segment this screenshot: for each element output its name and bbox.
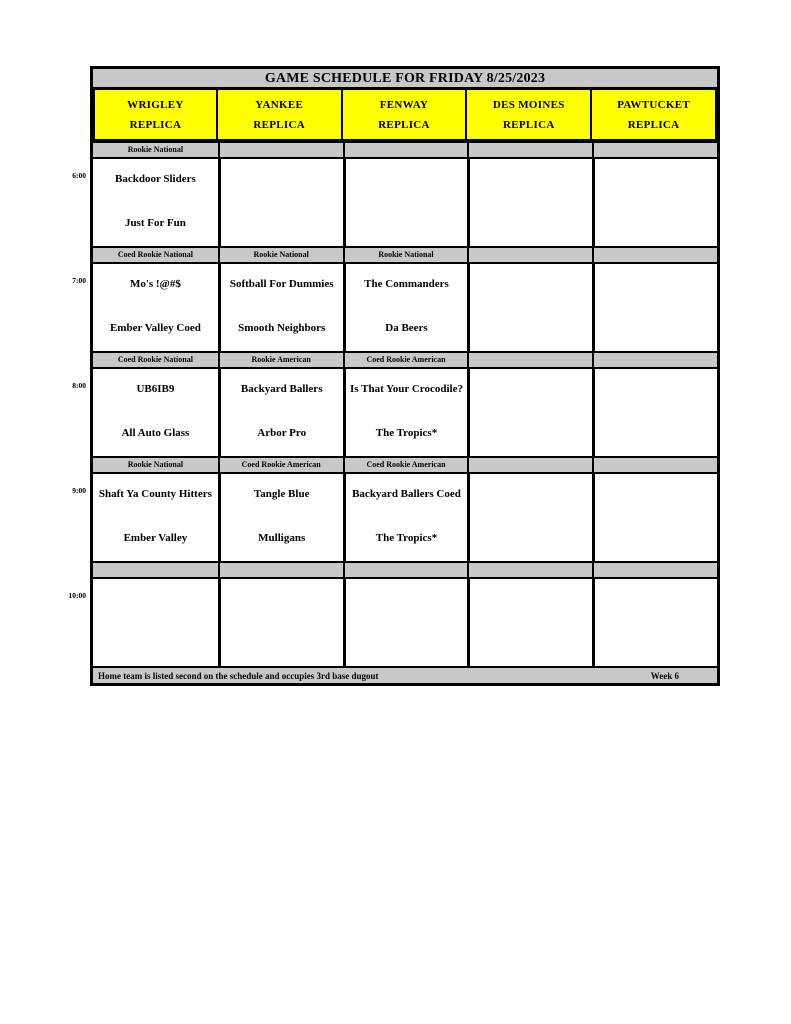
game-cell: [467, 264, 592, 351]
league-label: [343, 143, 468, 157]
game-cell: [218, 369, 343, 456]
away-team: Tangle Blue: [253, 488, 310, 500]
home-team: Ember Valley: [123, 532, 188, 544]
home-team: Just For Fun: [124, 217, 186, 229]
game-cell: [592, 474, 717, 561]
game-cell: [467, 579, 592, 666]
league-band-row: [93, 456, 717, 474]
time-label: 8:00: [72, 381, 86, 390]
away-team: Backyard Ballers: [240, 383, 323, 395]
venue-type: REPLICA: [378, 118, 430, 131]
venue-header-pawtucket: [592, 89, 717, 141]
away-team: Backyard Ballers Coed: [352, 488, 461, 500]
league-label: [592, 458, 717, 472]
game-cell: [343, 369, 468, 456]
league-label: Rookie National: [218, 248, 343, 262]
home-team: All Auto Glass: [121, 427, 190, 439]
footer-row: [93, 666, 717, 683]
away-team: Softball For Dummies: [229, 278, 334, 290]
league-label: Coed Rookie American: [343, 353, 468, 367]
league-band-row: [93, 561, 717, 579]
league-band-row: [93, 351, 717, 369]
league-label: [218, 563, 343, 577]
home-team: Ember Valley Coed: [109, 322, 201, 334]
away-team: Is That Your Crocodile?: [350, 383, 463, 395]
league-label: [467, 143, 592, 157]
game-schedule-table: [68, 66, 720, 686]
game-row: [72, 264, 717, 351]
week-label: Week 6: [650, 670, 679, 681]
venue-type: REPLICA: [253, 118, 305, 131]
league-label: [93, 563, 218, 577]
game-row: [68, 579, 717, 666]
home-team: Smooth Neighbors: [238, 322, 326, 334]
league-label: [467, 563, 592, 577]
league-label: Coed Rookie National: [117, 250, 193, 259]
away-team: Backdoor Sliders: [115, 173, 196, 185]
game-cell: [592, 579, 717, 666]
home-team: Da Beers: [385, 322, 428, 334]
home-team: Mulligans: [258, 532, 306, 544]
game-cell: [343, 579, 468, 666]
venue-header-wrigley: [93, 89, 218, 141]
league-label: [467, 458, 592, 472]
game-cell: [467, 369, 592, 456]
league-label: Coed Rookie National: [117, 355, 193, 364]
league-label: Coed Rookie American: [218, 458, 343, 472]
venue-type: REPLICA: [627, 118, 680, 131]
league-label: Coed Rookie American: [343, 458, 468, 472]
game-cell: [218, 579, 343, 666]
away-team: Shaft Ya County Hitters: [98, 488, 212, 500]
league-band-row: [93, 246, 717, 264]
game-cell: [93, 264, 218, 351]
game-cell: [592, 369, 717, 456]
game-cell: [343, 159, 468, 246]
game-cell: [343, 474, 468, 561]
league-label: [592, 563, 717, 577]
league-label: Rookie National: [343, 248, 468, 262]
time-label: 9:00: [72, 486, 86, 495]
away-team: Mo's !@#$: [129, 278, 181, 290]
game-cell: [93, 474, 218, 561]
venue-name: YANKEE: [255, 98, 304, 111]
game-cell: [592, 264, 717, 351]
game-cell: [218, 159, 343, 246]
schedule-title: GAME SCHEDULE FOR FRIDAY 8/25/2023: [93, 69, 717, 89]
game-cell: [467, 474, 592, 561]
venue-type: REPLICA: [129, 118, 182, 131]
away-team: The Commanders: [364, 278, 449, 290]
time-label: 6:00: [72, 171, 86, 180]
league-label: Rookie National: [127, 460, 184, 469]
game-row: [72, 474, 717, 561]
home-team-note: Home team is listed second on the schedule and occupies 3rd base dugout: [98, 670, 379, 681]
home-team: Arbor Pro: [257, 427, 307, 439]
league-label: [467, 353, 592, 367]
venue-header-fenway: [343, 89, 468, 141]
game-cell: [93, 159, 218, 246]
game-cell: [343, 264, 468, 351]
game-cell: [93, 369, 218, 456]
league-band-row: [93, 141, 717, 159]
venue-name: FENWAY: [379, 98, 429, 111]
league-label: [592, 248, 717, 262]
league-label: Rookie American: [218, 353, 343, 367]
game-cell: [218, 474, 343, 561]
home-team: The Tropics*: [375, 427, 438, 439]
game-cell: [467, 159, 592, 246]
venue-header-des-moines: [467, 89, 592, 141]
venue-header-row: [93, 89, 717, 141]
league-label: [218, 143, 343, 157]
league-label: Rookie National: [127, 145, 184, 154]
away-team: UB6IB9: [136, 383, 175, 395]
league-label: [343, 563, 468, 577]
time-label: 10:00: [68, 591, 86, 600]
game-cell: [218, 264, 343, 351]
league-label: [592, 143, 717, 157]
venue-type: REPLICA: [502, 118, 555, 131]
game-cell: [93, 579, 218, 666]
league-label: [467, 248, 592, 262]
league-label: [592, 353, 717, 367]
venue-name: DES MOINES: [492, 98, 565, 111]
time-label: 7:00: [72, 276, 86, 285]
game-row: [72, 369, 717, 456]
venue-name: WRIGLEY: [127, 98, 184, 111]
home-team: The Tropics*: [375, 532, 438, 544]
venue-header-yankee: [218, 89, 343, 141]
venue-name: PAWTUCKET: [617, 98, 690, 111]
game-cell: [592, 159, 717, 246]
game-row: [72, 159, 717, 246]
